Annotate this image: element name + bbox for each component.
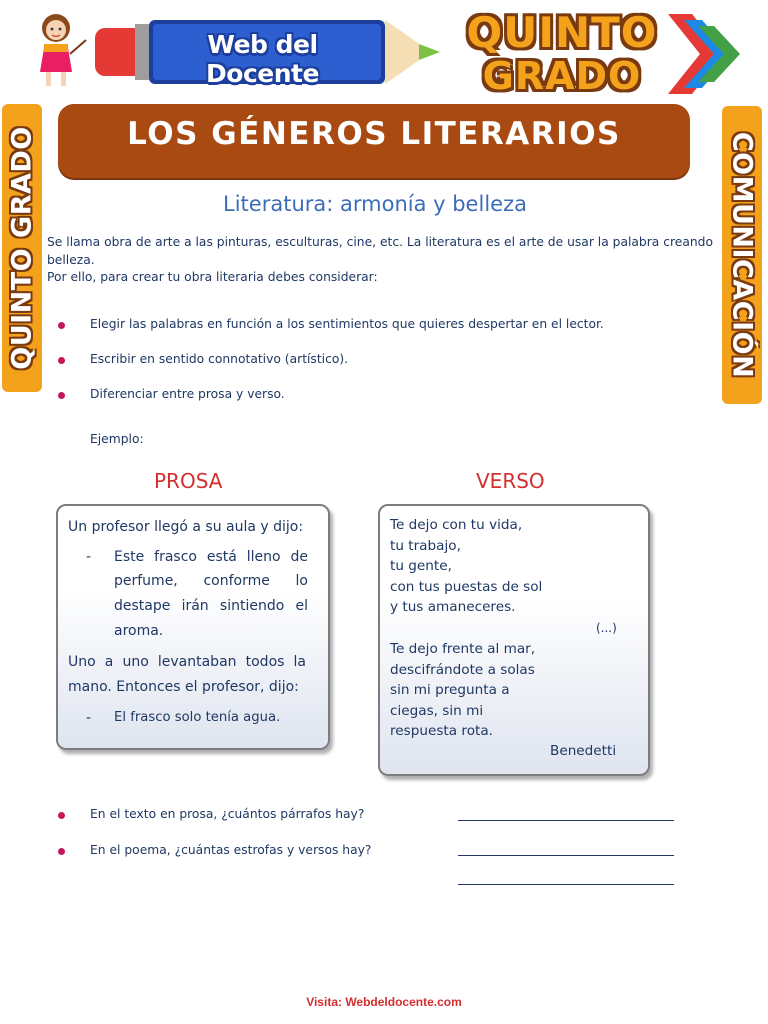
dash-marker: - <box>86 710 92 726</box>
verso-heading: VERSO <box>476 469 545 493</box>
verse-line: con tus puestas de sol <box>390 578 543 595</box>
bullet-icon <box>58 322 65 329</box>
bullet-icon <box>58 392 65 399</box>
logo-text: Web del Docente <box>206 30 319 88</box>
prosa-paragraph-line: mano. Entonces el profesor, dijo: <box>68 679 299 695</box>
page-title: LOS GÉNEROS LITERARIOS <box>127 116 621 152</box>
verse-line: descifrándote a solas <box>390 661 535 678</box>
prosa-reply: El frasco solo tenía agua. <box>114 710 281 725</box>
answer-line[interactable] <box>458 884 674 885</box>
side-label-left <box>2 104 42 392</box>
footer-link[interactable]: Visita: Webdeldocente.com <box>306 995 462 1009</box>
side-label-right-text: COMUNICACIÓN <box>726 131 758 379</box>
verse-line: y tus amaneceres. <box>390 599 516 615</box>
bullet-icon <box>58 812 65 819</box>
verse-line: Te dejo con tu vida, <box>390 517 523 533</box>
intro-line: belleza. <box>47 252 95 267</box>
intro-line: Por ello, para crear tu obra literaria debes considerar: <box>47 270 378 284</box>
verso-stanza-1 <box>390 515 542 618</box>
verse-line: tu trabajo, <box>390 537 461 554</box>
bullet-icon <box>58 848 65 855</box>
prosa-quote-line: aroma. <box>114 623 164 639</box>
prosa-line: Un profesor llegó a su aula y dijo: <box>68 519 304 535</box>
answer-line[interactable] <box>458 820 674 821</box>
grade-badge-line1: QUINTO <box>466 8 658 57</box>
page-subtitle: Literatura: armonía y belleza <box>223 192 527 216</box>
question-text: En el poema, ¿cuántas estrofas y versos hay? <box>90 843 372 857</box>
question-text: En el texto en prosa, ¿cuántos párrafos hay? <box>90 807 365 821</box>
prosa-paragraph-line: Uno a uno levantaban todos la <box>68 654 306 670</box>
bullet-icon <box>58 357 65 364</box>
prosa-quote-line: Este frasco está lleno de <box>114 549 308 565</box>
verse-line: tu gente, <box>390 558 452 574</box>
example-label: Ejemplo: <box>90 432 144 446</box>
answer-line[interactable] <box>458 855 674 856</box>
verse-line: Te dejo frente al mar, <box>390 641 536 657</box>
teacher-illustration <box>30 10 90 90</box>
grade-badge-line2: GRADO <box>482 54 642 98</box>
verse-line: sin mi pregunta a <box>390 682 510 698</box>
list-item-text: Diferenciar entre prosa y verso. <box>90 387 285 401</box>
intro-line: Se llama obra de arte a las pinturas, esculturas, cine, etc. La literatura es el arte de usar la palabra creando <box>47 235 714 249</box>
intro-paragraph <box>47 234 762 287</box>
verso-ellipsis: (...) <box>596 621 617 635</box>
prosa-quote-line: destape irán sintiendo el <box>114 598 308 614</box>
verso-stanza-2 <box>390 639 535 742</box>
prosa-heading: PROSA <box>154 469 223 493</box>
dash-marker: - <box>86 549 92 565</box>
side-label-left-text: QUINTO GRADO <box>6 126 38 370</box>
prosa-quote-line: perfume, conforme lo <box>114 573 308 589</box>
verso-author: Benedetti <box>550 743 617 759</box>
list-item-text: Escribir en sentido connotativo (artístico). <box>90 352 349 366</box>
verse-line: ciegas, sin mi <box>390 702 484 719</box>
list-item-text: Elegir las palabras en función a los sentimientos que quieres despertar en el lector. <box>90 317 604 331</box>
verse-line: respuesta rota. <box>390 723 493 739</box>
